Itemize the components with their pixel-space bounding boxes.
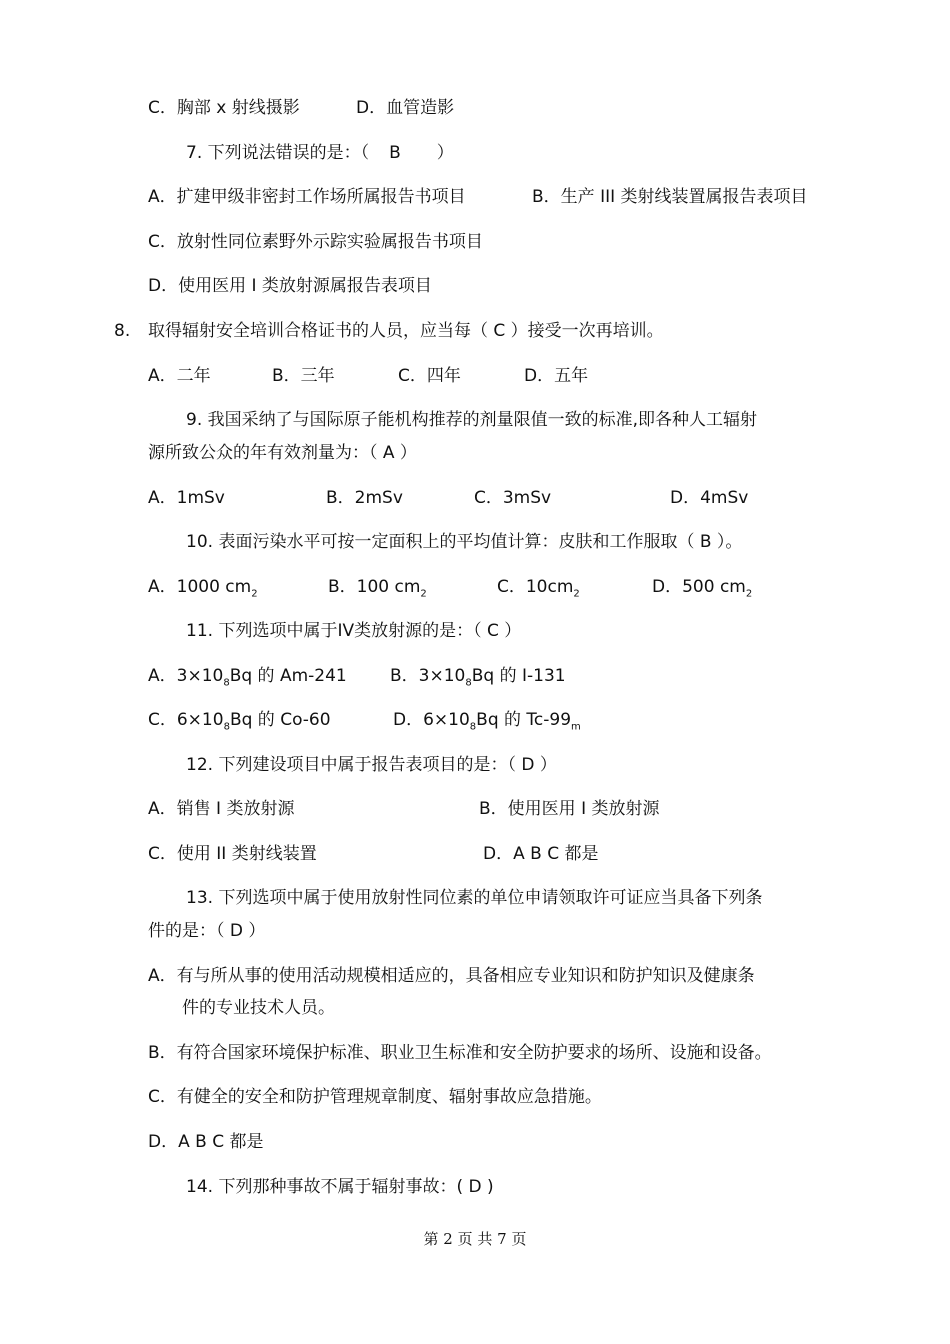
- option-q7-d: D．使用医用 I 类放射源属报告表项目: [148, 276, 432, 296]
- option-q9-b: B．2mSv: [326, 488, 403, 508]
- question-8-number: 8.: [114, 321, 131, 341]
- question-9-stem-line1: 9. 我国采纳了与国际原子能机构推荐的剂量限值一致的标准,即各种人工辐射: [186, 410, 758, 430]
- option-q9-d: D．4mSv: [670, 488, 749, 508]
- option-q8-c: C．四年: [398, 366, 461, 386]
- exponent-2: 2: [573, 588, 580, 600]
- exponent-8: 8: [465, 677, 472, 689]
- exponent-8: 8: [223, 677, 230, 689]
- option-q11-a: A．$3\times 10_8Bq$ 的 Am-241: [148, 666, 347, 689]
- option-q7-b: B．生产 III 类射线装置属报告表项目: [532, 187, 808, 207]
- option-q11-c: C．$6\times 10_8Bq$ 的 Co-60: [148, 710, 331, 733]
- exponent-2: 2: [251, 588, 258, 600]
- question-13-stem-line1: 13. 下列选项中属于使用放射性同位素的单位申请领取许可证应当具备下列条: [186, 888, 763, 908]
- option-q13-a-line2: 件的专业技术人员。: [182, 998, 335, 1018]
- question-14-stem: 14. 下列那种事故不属于辐射事故：( D ): [186, 1177, 494, 1197]
- option-q10-d: D．500 $cm_2$: [652, 577, 753, 600]
- option-q6-d: D．血管造影: [356, 98, 455, 118]
- question-8-stem: 取得辐射安全培训合格证书的人员，应当每（ C ）接受一次再培训。: [148, 321, 664, 341]
- question-7-answer: B: [389, 143, 401, 163]
- option-q13-a-line1: A．有与所从事的使用活动规模相适应的，具备相应专业知识和防护知识及健康条: [148, 966, 755, 986]
- option-q10-b: B．100 $cm_2$: [328, 577, 427, 600]
- exponent-8: 8: [469, 721, 477, 733]
- question-13-stem-line2: 件的是：（ D ）: [148, 921, 266, 941]
- option-q11-b: B．$3\times 10_8Bq$ 的 I-131: [390, 666, 566, 689]
- option-q10-c: C．$10cm_2$: [497, 577, 580, 600]
- option-q13-c: C．有健全的安全和防护管理规章制度、辐射事故应急措施。: [148, 1087, 602, 1107]
- option-q13-b: B．有符合国家环境保护标准、职业卫生标准和安全防护要求的场所、设施和设备。: [148, 1043, 772, 1063]
- option-q8-a: A．二年: [148, 366, 211, 386]
- option-q10-a: A．1000 $cm_2$: [148, 577, 258, 600]
- question-12-stem: 12. 下列建设项目中属于报告表项目的是：（ D ）: [186, 755, 557, 775]
- option-q8-d: D．五年: [524, 366, 589, 386]
- question-7-stem: [186, 141, 454, 165]
- exponent-2: 2: [745, 588, 753, 600]
- option-q12-a: A．销售 I 类放射源: [148, 799, 295, 819]
- option-q12-d: D．A B C 都是: [483, 844, 599, 864]
- question-9-stem-line2: 源所致公众的年有效剂量为：（ A ）: [148, 443, 417, 463]
- option-q7-a: A．扩建甲级非密封工作场所属报告书项目: [148, 187, 466, 207]
- option-q12-c: C．使用 II 类射线装置: [148, 844, 317, 864]
- option-q6-c: C．胸部 x 射线摄影: [148, 98, 300, 118]
- question-7-close: ）: [436, 143, 454, 163]
- option-q12-b: B．使用医用 I 类放射源: [479, 799, 660, 819]
- option-q13-d: D．A B C 都是: [148, 1132, 264, 1152]
- option-q9-c: C．3mSv: [474, 488, 552, 508]
- exponent-2: 2: [420, 588, 427, 600]
- page-footer: 第 2 页 共 7 页: [423, 1230, 527, 1248]
- question-7-text: 7. 下列说法错误的是：（: [186, 143, 370, 163]
- option-q11-d: D．$6\times 10_8Bq$ 的 $Tc-99_m$: [393, 710, 581, 733]
- option-q9-a: A．1mSv: [148, 488, 225, 508]
- question-11-stem: 11. 下列选项中属于IV类放射源的是：（ C ）: [186, 621, 522, 641]
- question-10-stem: 10. 表面污染水平可按一定面积上的平均值计算：皮肤和工作服取（ B ）。: [186, 532, 743, 552]
- exponent-8: 8: [223, 721, 230, 733]
- subscript-m: m: [571, 721, 581, 733]
- option-q8-b: B．三年: [272, 366, 335, 386]
- option-q7-c: C．放射性同位素野外示踪实验属报告书项目: [148, 232, 483, 252]
